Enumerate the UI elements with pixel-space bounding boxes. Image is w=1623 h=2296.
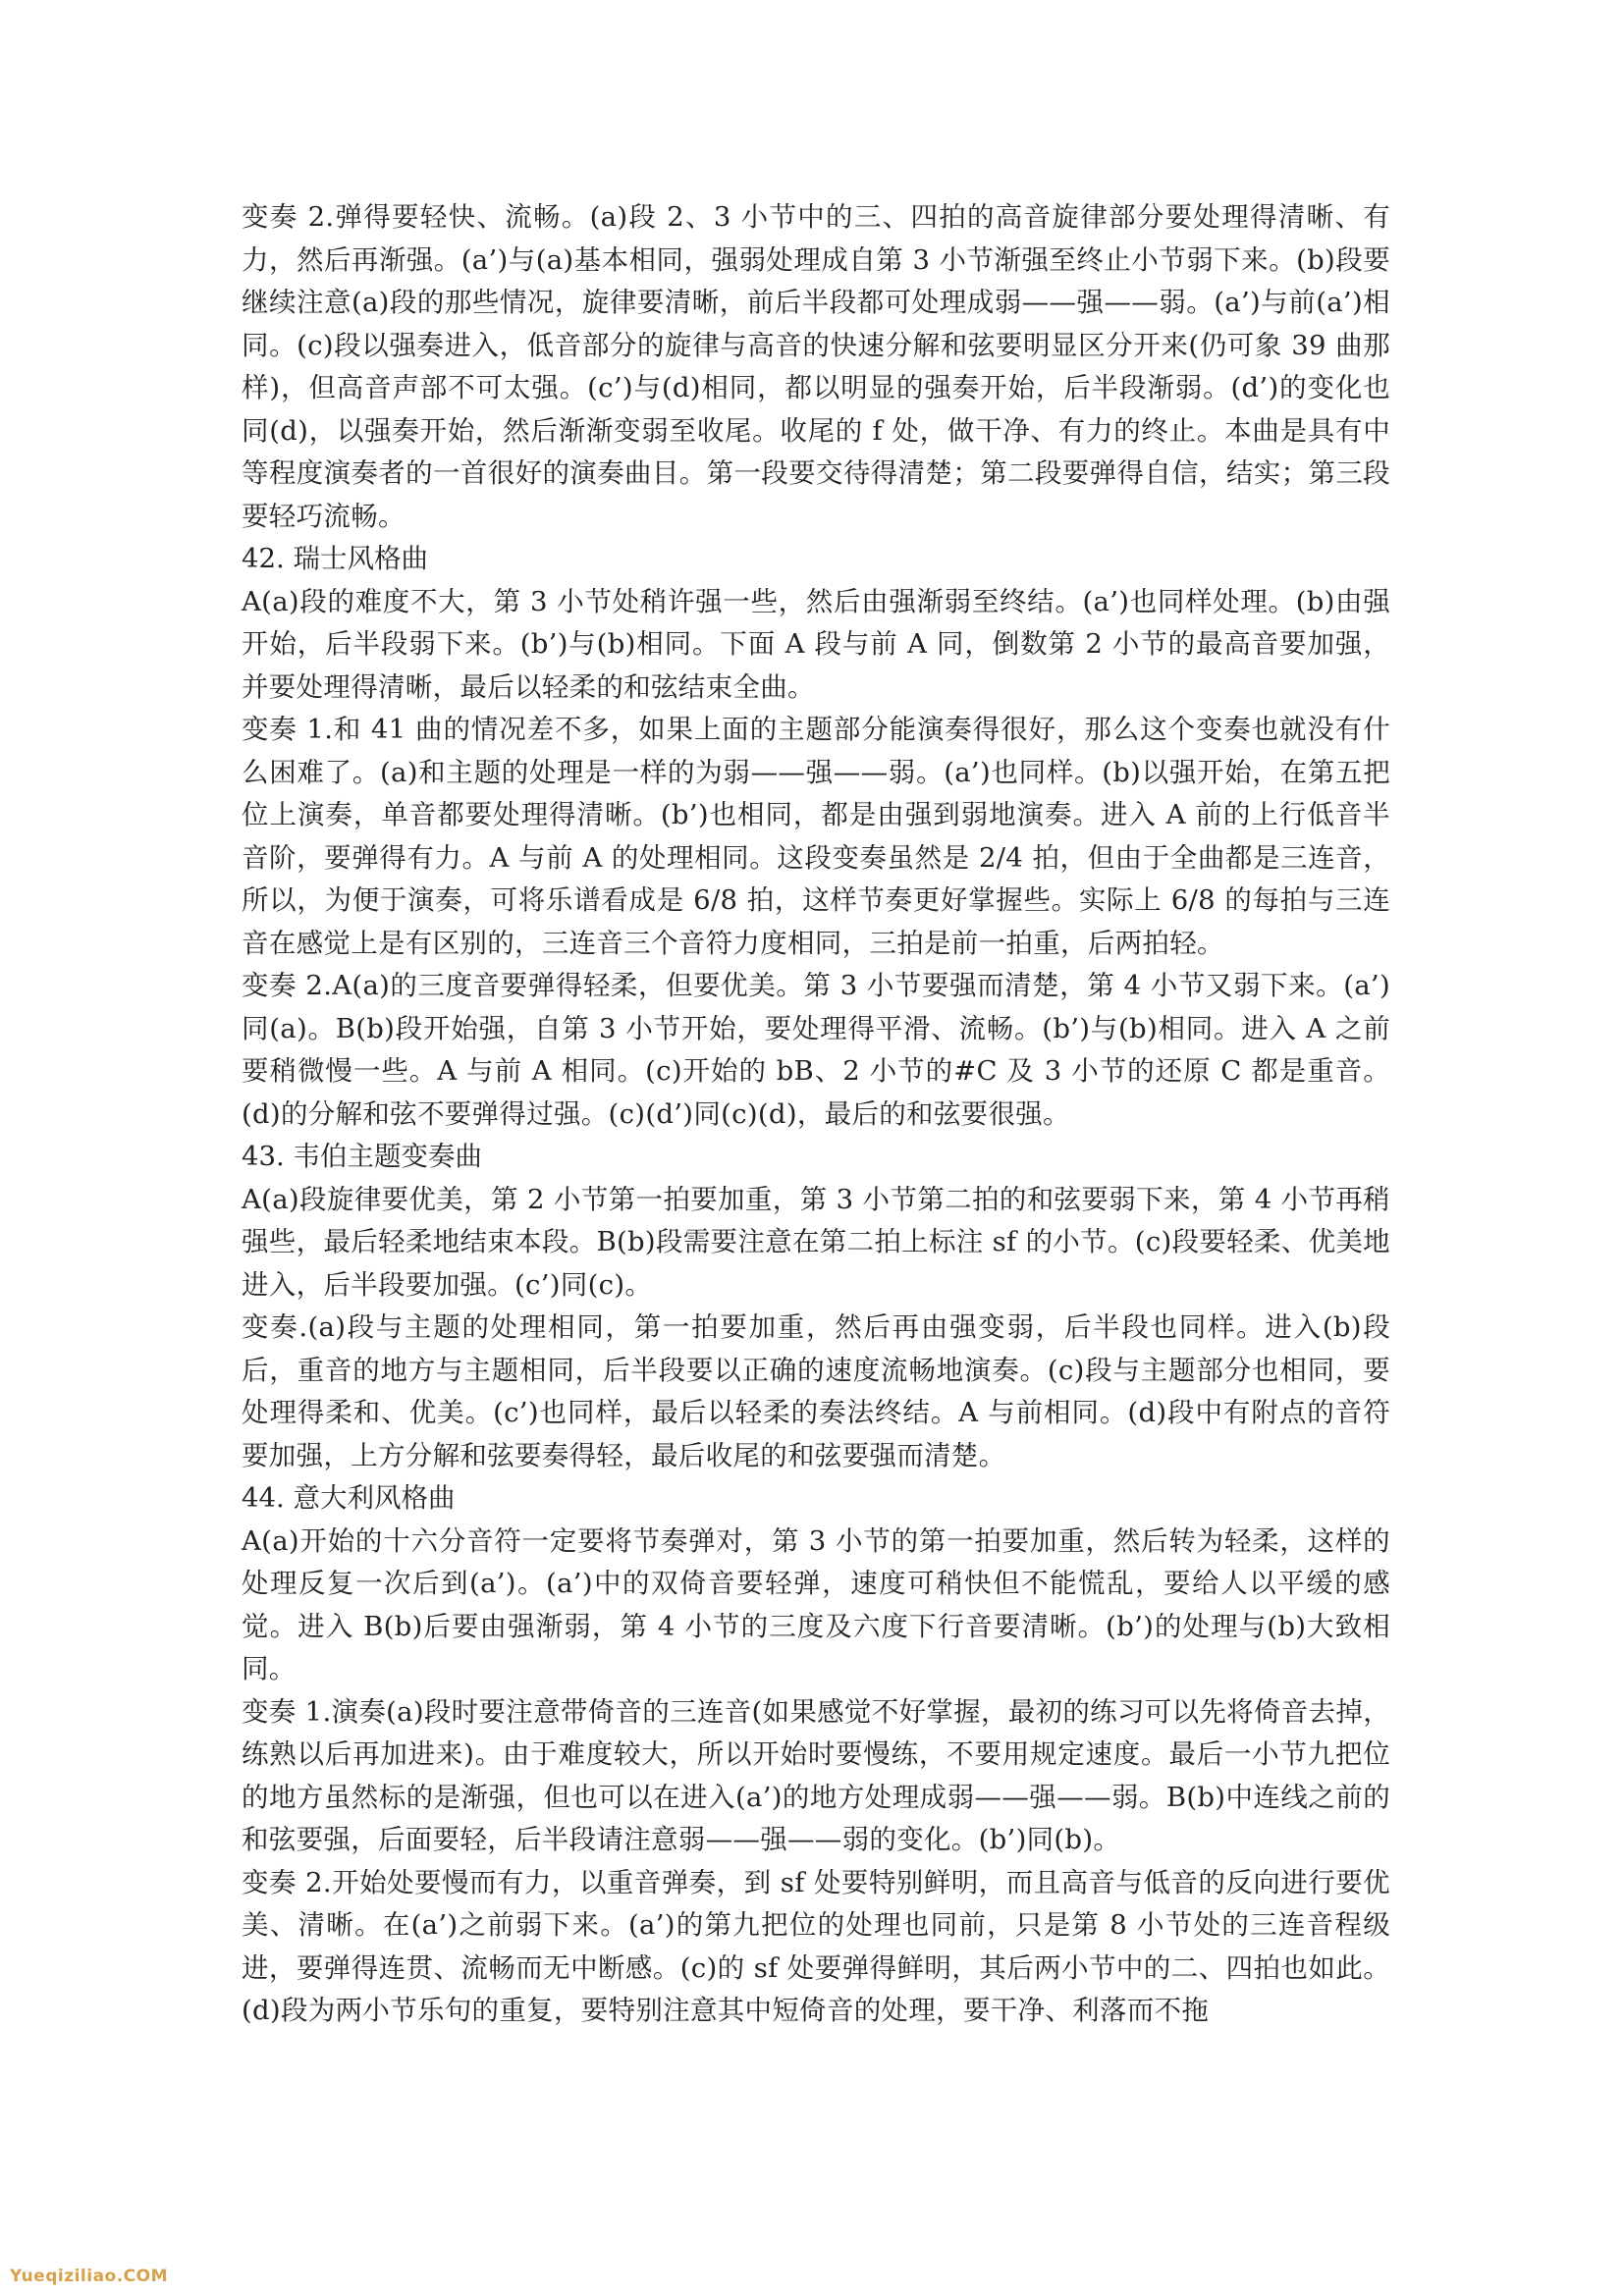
paragraph-variation-2-of-41: 变奏 2.弹得要轻快、流畅。(a)段 2、3 小节中的三、四拍的高音旋律部分要处理得清晰、有力，然后再渐强。(a’)与(a)基本相同，强弱处理成自第 3 小节渐强至终止小节弱下来。(b)段要继续注意(a)段的那些情况，旋律要清晰，前后半段都可处理成弱——强——弱。(a’)与前(a’)相同。(c)段以强奏进入，低音部分的旋律与高音的快速分解和弦要明显区分开来(仍可象 39 曲那样)，但高音声部不可太强。(c’)与(d)相同，都以明显的强奏开始，后半段渐弱。(d’)的变化也同(d)，以强奏开始，然后渐渐变弱至收尾。收尾的 f 处，做干净、有力的终止。本曲是具有中等程度演奏者的一首很好的演奏曲目。第一段要交待得清楚；第二段要弹得自信，结实；第三段要轻巧流畅。 bbox=[242, 201, 1390, 532]
paragraph-42-variation-1: 变奏 1.和 41 曲的情况差不多，如果上面的主题部分能演奏得很好，那么这个变奏也就没有什么困难了。(a)和主题的处理是一样的为弱——强——弱。(a’)也同样。(b)以强开始，在第五把位上演奏，单音都要处理得清晰。(b’)也相同，都是由强到弱地演奏。进入 A 前的上行低音半音阶，要弹得有力。A 与前 A 的处理相同。这段变奏虽然是 2/4 拍，但由于全曲都是三连音，所以，为便于演奏，可将乐谱看成是 6/8 拍，这样节奏更好掌握些。实际上 6/8 的每拍与三连音在感觉上是有区别的，三连音三个音符力度相同，三拍是前一拍重，后两拍轻。 bbox=[242, 714, 1390, 959]
section-heading-42: 42. 瑞士风格曲 bbox=[242, 543, 428, 574]
paragraph-42-theme: A(a)段的难度不大，第 3 小节处稍许强一些，然后由强渐弱至终结。(a’)也同样处理。(b)由强开始，后半段弱下来。(b’)与(b)相同。下面 A 段与前 A 同，倒数第 2 小节的最高音要加强，并要处理得清晰，最后以轻柔的和弦结束全曲。 bbox=[242, 585, 1390, 703]
paragraph-43-theme: A(a)段旋律要优美，第 2 小节第一拍要加重，第 3 小节第二拍的和弦要弱下来，第 4 小节再稍强些，最后轻柔地结束本段。B(b)段需要注意在第二拍上标注 sf 的小节。(c)段要轻柔、优美地进入，后半段要加强。(c’)同(c)。 bbox=[242, 1183, 1390, 1301]
paragraph-44-variation-2: 变奏 2.开始处要慢而有力，以重音弹奏，到 sf 处要特别鲜明，而且高音与低音的反向进行要优美、清晰。在(a’)之前弱下来。(a’)的第九把位的处理也同前，只是第 8 小节处的三连音程级进，要弹得连贯、流畅而无中断感。(c)的 sf 处要弹得鲜明，其后两小节中的二、四拍也如此。(d)段为两小节乐句的重复，要特别注意其中短倚音的处理，要干净、利落而不拖 bbox=[242, 1866, 1390, 2026]
site-watermark: Yueqiziliao.COM bbox=[10, 2267, 169, 2286]
paragraph-43-variation: 变奏.(a)段与主题的处理相同，第一拍要加重，然后再由强变弱，后半段也同样。进入(b)段后，重音的地方与主题相同，后半段要以正确的速度流畅地演奏。(c)段与主题部分也相同，要处理得柔和、优美。(c’)也同样，最后以轻柔的奏法终结。A 与前相同。(d)段中有附点的音符要加强，上方分解和弦要奏得轻，最后收尾的和弦要强而清楚。 bbox=[242, 1311, 1390, 1471]
section-heading-43: 43. 韦伯主题变奏曲 bbox=[242, 1141, 482, 1172]
document-body bbox=[242, 196, 1390, 2033]
paragraph-42-variation-2: 变奏 2.A(a)的三度音要弹得轻柔，但要优美。第 3 小节要强而清楚，第 4 小节又弱下来。(a’)同(a)。B(b)段开始强，自第 3 小节开始，要处理得平滑、流畅。(b’)与(b)相同。进入 A 之前要稍微慢一些。A 与前 A 相同。(c)开始的 bB、2 小节的#C 及 3 小节的还原 C 都是重音。(d)的分解和弦不要弹得过强。(c)(d’)同(c)(d)，最后的和弦要很强。 bbox=[242, 970, 1390, 1130]
paragraph-44-theme: A(a)开始的十六分音符一定要将节奏弹对，第 3 小节的第一拍要加重，然后转为轻柔，这样的处理反复一次后到(a’)。(a’)中的双倚音要轻弹，速度可稍快但不能慌乱，要给人以平缓的感觉。进入 B(b)后要由强渐弱，第 4 小节的三度及六度下行音要清晰。(b’)的处理与(b)大致相同。 bbox=[242, 1524, 1390, 1684]
section-heading-44: 44. 意大利风格曲 bbox=[242, 1482, 456, 1514]
paragraph-44-variation-1: 变奏 1.演奏(a)段时要注意带倚音的三连音(如果感觉不好掌握，最初的练习可以先将倚音去掉，练熟以后再加进来)。由于难度较大，所以开始时要慢练，不要用规定速度。最后一小节九把位的地方虽然标的是渐强，但也可以在进入(a’)的地方处理成弱——强——弱。B(b)中连线之前的和弦要强，后面要轻，后半段请注意弱——强——弱的变化。(b’)同(b)。 bbox=[242, 1695, 1390, 1855]
